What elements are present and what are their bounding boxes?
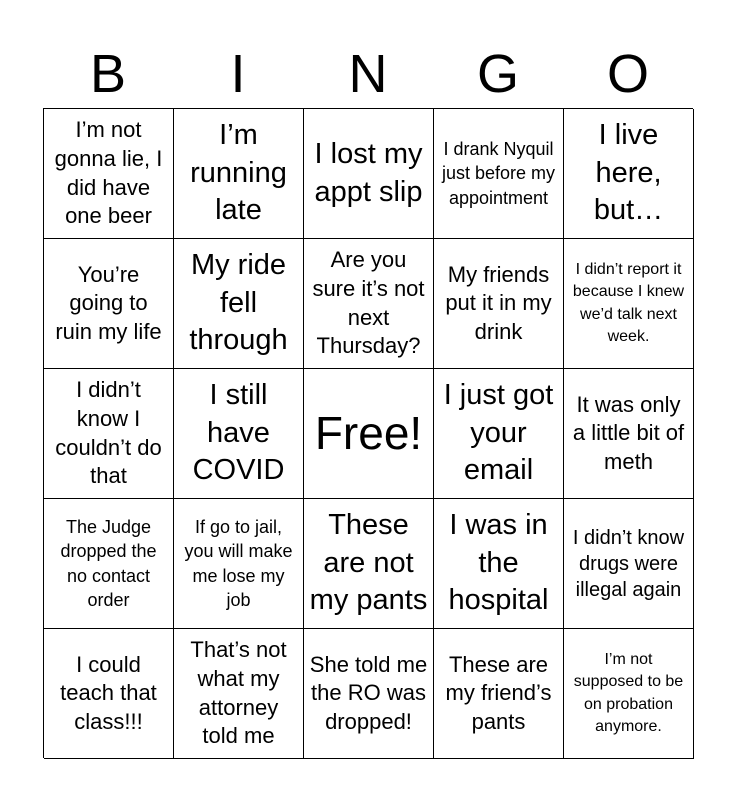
header-letter-o: O bbox=[606, 44, 649, 104]
cell-text: It was only a little bit of meth bbox=[572, 391, 685, 474]
bingo-cell[interactable] bbox=[434, 369, 564, 499]
bingo-cell[interactable] bbox=[304, 629, 434, 759]
bingo-cell[interactable] bbox=[564, 239, 694, 369]
header-letter-g: G bbox=[476, 44, 519, 104]
cell-text: I still have COVID bbox=[192, 378, 285, 487]
bingo-cell[interactable] bbox=[564, 499, 694, 629]
cell-text: I didn’t know I couldn’t do that bbox=[55, 377, 162, 489]
bingo-cell[interactable] bbox=[174, 629, 304, 759]
cell-text: I live here, but… bbox=[593, 118, 664, 227]
bingo-cell[interactable] bbox=[434, 629, 564, 759]
bingo-cell[interactable] bbox=[44, 629, 174, 759]
cell-text: My ride fell through bbox=[189, 248, 288, 357]
cell-text: I didn’t know drugs were illegal again bbox=[572, 526, 685, 601]
header-letter-i: I bbox=[230, 44, 246, 104]
bingo-cell[interactable] bbox=[174, 239, 304, 369]
free-space-text: Free! bbox=[314, 407, 423, 460]
bingo-cell[interactable] bbox=[304, 109, 434, 239]
cell-text: The Judge dropped the no contact order bbox=[60, 516, 157, 610]
cell-text: Are you sure it’s not next Thursday? bbox=[312, 247, 425, 359]
bingo-cell[interactable] bbox=[304, 239, 434, 369]
free-space[interactable] bbox=[304, 369, 434, 499]
bingo-cell[interactable] bbox=[44, 239, 174, 369]
bingo-cell[interactable] bbox=[174, 499, 304, 629]
bingo-cell[interactable] bbox=[564, 629, 694, 759]
bingo-cell[interactable] bbox=[44, 109, 174, 239]
bingo-cell[interactable] bbox=[434, 239, 564, 369]
bingo-cell[interactable] bbox=[44, 369, 174, 499]
bingo-board bbox=[43, 108, 693, 758]
cell-text: I drank Nyquil just before my appointment bbox=[441, 139, 556, 208]
bingo-cell[interactable] bbox=[434, 499, 564, 629]
cell-text: My friends put it in my drink bbox=[445, 261, 552, 344]
cell-text: That’s not what my attorney told me bbox=[190, 637, 287, 749]
header-letter-n: N bbox=[348, 44, 388, 104]
cell-text: These are my friend’s pants bbox=[445, 651, 552, 734]
cell-text: She told me the RO was dropped! bbox=[309, 651, 428, 734]
bingo-cell[interactable] bbox=[44, 499, 174, 629]
bingo-cell[interactable] bbox=[564, 369, 694, 499]
cell-text: These are not my pants bbox=[309, 508, 428, 617]
bingo-cell[interactable] bbox=[174, 369, 304, 499]
cell-text: I’m not gonna lie, I did have one beer bbox=[54, 117, 163, 229]
cell-text: If go to jail, you will make me lose my job bbox=[184, 516, 293, 610]
cell-text: I just got your email bbox=[443, 378, 554, 487]
cell-text: I could teach that class!!! bbox=[60, 651, 157, 734]
header-letter-b: B bbox=[89, 44, 127, 104]
bingo-cell[interactable] bbox=[174, 109, 304, 239]
cell-text: I’m not supposed to be on probation anymore. bbox=[573, 650, 684, 735]
bingo-header bbox=[43, 40, 693, 108]
cell-text: I lost my appt slip bbox=[314, 137, 423, 208]
cell-text: You’re going to ruin my life bbox=[55, 261, 162, 344]
bingo-cell[interactable] bbox=[564, 109, 694, 239]
bingo-cell[interactable] bbox=[304, 499, 434, 629]
bingo-cell[interactable] bbox=[434, 109, 564, 239]
cell-text: I didn’t report it because I knew we’d talk next week. bbox=[572, 260, 685, 345]
cell-text: I’m running late bbox=[190, 118, 287, 227]
cell-text: I was in the hospital bbox=[448, 508, 549, 617]
